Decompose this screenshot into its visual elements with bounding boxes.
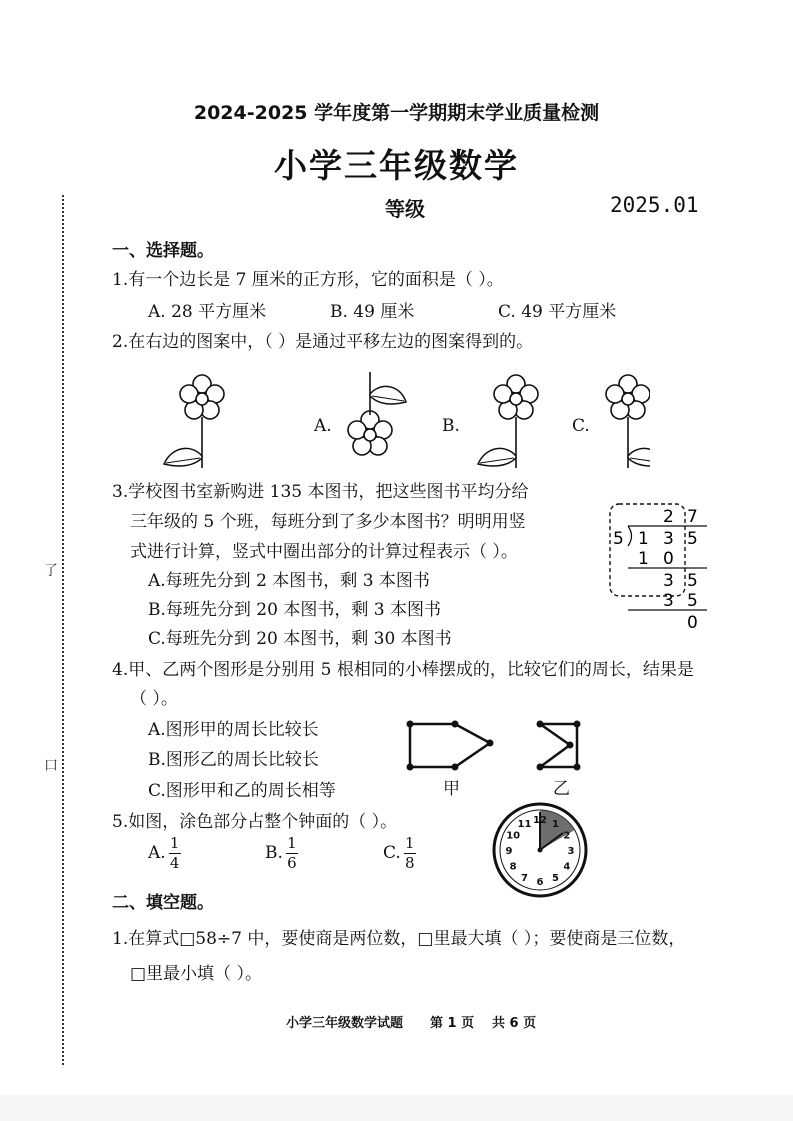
label-jia: 甲 (443, 779, 460, 799)
option-a-flower (348, 372, 406, 455)
question-1-stem: 1.有一个边长是 7 厘米的正方形，它的面积是（ ）。 (112, 270, 504, 290)
clock-number: 1 (552, 819, 559, 831)
binding-dotted-line (62, 195, 64, 1065)
question-5-stem: 5.如图，涂色部分占整个钟面的（ ）。 (112, 812, 398, 832)
step3-digit-1: 3 (663, 591, 674, 611)
option-b-flower (478, 375, 538, 468)
question-4-line1: 4.甲、乙两个图形是分别用 5 根相同的小棒摆成的，比较它们的周长，结果是 (112, 660, 694, 680)
step2-digit-1: 3 (663, 571, 674, 591)
dividend-digit-2: 3 (663, 529, 674, 549)
exam-subtitle: 小学三年级数学 (274, 146, 519, 185)
clock-number: 9 (505, 846, 513, 857)
clock-number: 6 (536, 877, 544, 888)
quotient-digit-1: 2 (663, 507, 674, 527)
q3-option-b: B.每班先分到 20 本图书，剩 3 本图书 (148, 600, 441, 620)
question-3-line3: 式进行计算，竖式中圈出部分的计算过程表示（ ）。 (130, 542, 518, 562)
question-4-line2: （ ）。 (130, 689, 178, 709)
q1-option-a: A. 28 平方厘米 (148, 302, 267, 322)
binding-mark-2: 口 (44, 758, 58, 774)
binding-mark-1: 了 (44, 563, 58, 579)
exam-date: 2025.01 (610, 193, 699, 217)
clock-number: 3 (567, 846, 575, 857)
long-division (605, 500, 715, 635)
divisor: 5 (613, 529, 624, 549)
question-3-line1: 3.学校图书室新购进 135 本图书，把这些图书平均分给 (112, 482, 529, 502)
footer-total: 共 6 页 (492, 1016, 537, 1031)
step1-digit-1: 1 (638, 549, 649, 569)
q5-option-a: A. $\frac{1}{4}$ (148, 834, 180, 872)
original-flower (164, 375, 224, 468)
clock-number: 7 (521, 872, 528, 884)
q2-option-a: A. (314, 416, 332, 436)
q2-option-c: C. (572, 416, 590, 436)
label-yi: 乙 (553, 779, 570, 799)
q4-option-b: B.图形乙的周长比较长 (148, 750, 319, 770)
quotient-digit-2: 7 (687, 507, 698, 527)
clock-number: 10 (506, 830, 521, 842)
q5-option-c: C. $\frac{1}{8}$ (383, 834, 415, 872)
section-2-heading: 二、填空题。 (112, 893, 214, 913)
exam-title: 2024-2025 学年度第一学期期末学业质量检测 (193, 102, 600, 124)
clock-number: 11 (517, 819, 532, 831)
q3-option-c: C.每班先分到 20 本图书，剩 30 本图书 (148, 629, 452, 649)
q4-option-a: A.图形甲的周长比较长 (148, 720, 319, 740)
clock-number: 5 (552, 872, 559, 884)
q1-option-c: C. 49 平方厘米 (498, 302, 617, 322)
clock-number: 12 (533, 815, 547, 826)
dividend-digit-3: 5 (687, 529, 698, 549)
step1-digit-2: 0 (663, 549, 674, 569)
dividend-digit-1: 1 (638, 529, 649, 549)
fill-question-1-line1: 1.在算式□58÷7 中，要使商是两位数，□里最大填（ ）；要使商是三位数， (112, 929, 686, 949)
q3-option-a: A.每班先分到 2 本图书，剩 3 本图书 (148, 571, 430, 591)
fill-question-1-line2: □里最小填（ ）。 (130, 964, 262, 984)
clock-number: 8 (509, 861, 517, 873)
q2-option-b: B. (442, 416, 460, 436)
option-c-flower (606, 375, 650, 468)
grade-label: 等级 (385, 197, 425, 221)
clock-number: 2 (563, 830, 571, 842)
question-2-stem: 2.在右边的图案中，（ ）是通过平移左边的图案得到的。 (112, 332, 534, 352)
q5-option-b: B. $\frac{1}{6}$ (265, 834, 297, 872)
figure-jia (410, 724, 490, 767)
clock-number: 4 (563, 861, 571, 873)
q4-option-c: C.图形甲和乙的周长相等 (148, 781, 336, 801)
section-heading: 一、选择题。 (112, 241, 214, 261)
question-3-line2: 三年级的 5 个班，每班分到了多少本图书？明明用竖 (130, 512, 526, 532)
q1-option-b: B. 49 厘米 (330, 302, 415, 322)
step3-digit-2: 5 (687, 591, 698, 611)
step2-digit-2: 5 (687, 571, 698, 591)
footer-page: 第 1 页 (430, 1016, 475, 1031)
remainder: 0 (687, 613, 698, 633)
footer-label: 小学三年级数学试题 (286, 1016, 404, 1031)
clock-face (490, 800, 590, 900)
